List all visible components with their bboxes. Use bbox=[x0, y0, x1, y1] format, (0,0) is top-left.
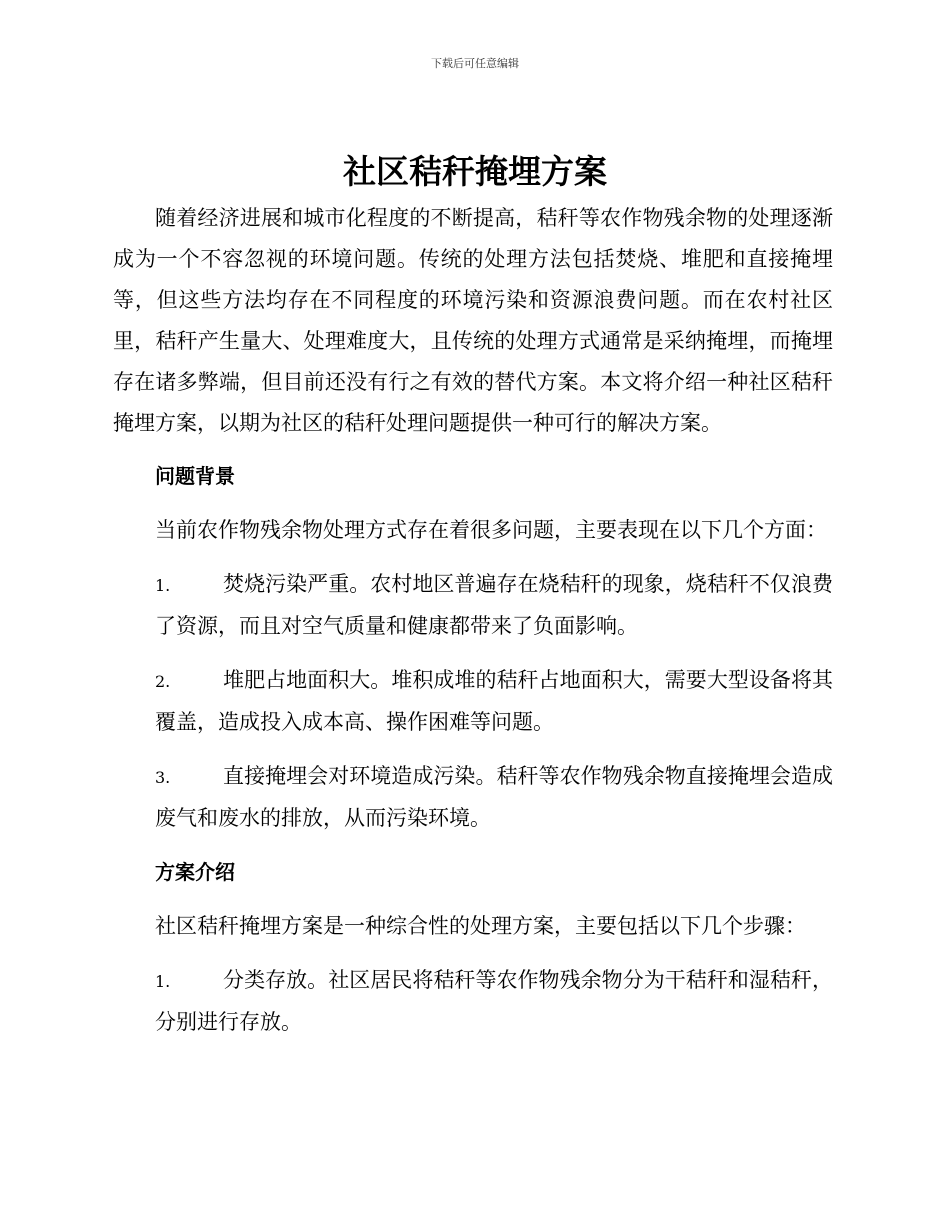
list-item-text: 焚烧污染严重。农村地区普遍存在烧秸秆的现象，烧秸秆不仅浪费了资源，而且对空气质量和健康都带来了负面影响。 bbox=[155, 572, 833, 638]
list-item bbox=[113, 756, 833, 839]
list-number: 1. bbox=[155, 972, 171, 991]
document-body bbox=[113, 198, 833, 1043]
list-item-text: 堆肥占地面积大。堆积成堆的秸秆占地面积大，需要大型设备将其覆盖，造成投入成本高、操作困难等问题。 bbox=[155, 668, 833, 734]
document-title: 社区秸秆掩埋方案 bbox=[343, 152, 607, 191]
list-number: 2. bbox=[155, 672, 171, 691]
list-item bbox=[113, 660, 833, 743]
list-item bbox=[113, 960, 833, 1043]
list-item bbox=[113, 564, 833, 647]
list-item-text: 直接掩埋会对环境造成污染。秸秆等农作物残余物直接掩埋会造成废气和废水的排放，从而污染环境。 bbox=[155, 764, 833, 830]
list-item-text: 分类存放。社区居民将秸秆等农作物残余物分为干秸秆和湿秸秆，分别进行存放。 bbox=[155, 968, 833, 1034]
header-note: 下载后可任意编辑 bbox=[431, 57, 519, 70]
list-number: 3. bbox=[155, 768, 171, 787]
intro-paragraph: 随着经济进展和城市化程度的不断提高，秸秆等农作物残余物的处理逐渐成为一个不容忽视的环境问题。传统的处理方法包括焚烧、堆肥和直接掩埋等，但这些方法均存在不同程度的环境污染和资源浪费问题。而在农村社区里，秸秆产生量大、处理难度大，且传统的处理方式通常是采纳掩埋，而掩埋存在诸多弊端，但目前还没有行之有效的替代方案。本文将介绍一种社区秸秆掩埋方案，以期为社区的秸秆处理问题提供一种可行的解决方案。 bbox=[113, 206, 833, 435]
section-heading-background: 问题背景 bbox=[155, 464, 235, 488]
section-lead-plan: 社区秸秆掩埋方案是一种综合性的处理方案，主要包括以下几个步骤： bbox=[155, 914, 806, 938]
list-number: 1. bbox=[155, 576, 171, 595]
section-lead-background: 当前农作物残余物处理方式存在着很多问题，主要表现在以下几个方面： bbox=[155, 518, 827, 542]
section-heading-plan: 方案介绍 bbox=[155, 860, 235, 884]
